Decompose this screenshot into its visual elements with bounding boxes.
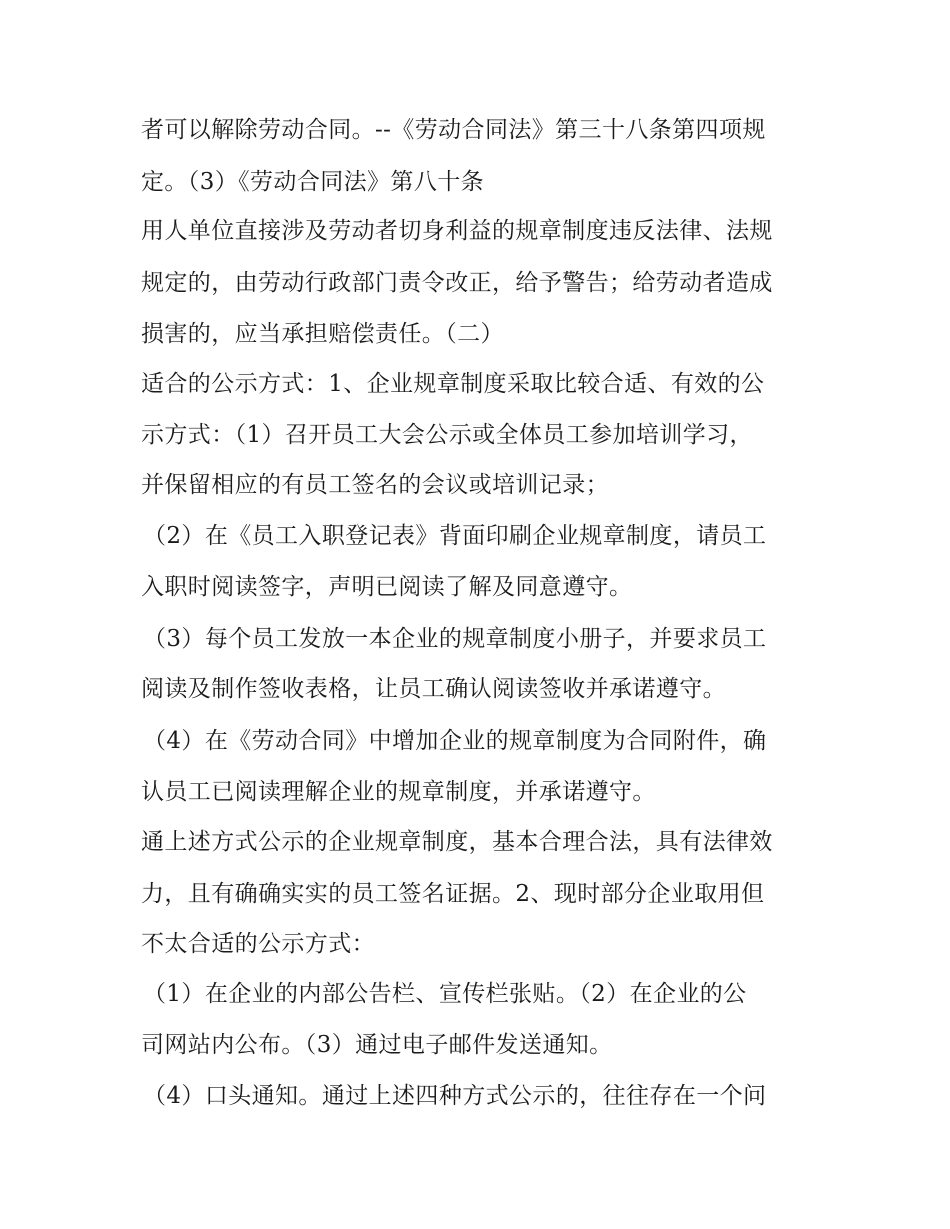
text-line: 用人单位直接涉及劳动者切身利益的规章制度违反法律、法规 — [141, 218, 773, 244]
text-line: 规定的，由劳动行政部门责令改正，给予警告；给劳动者造成 — [141, 270, 773, 296]
text-line: 入职时阅读签字，声明已阅读了解及同意遵守。 — [141, 574, 633, 600]
text-line: 损害的，应当承担赔偿责任。（二） — [141, 321, 504, 347]
text-line: 通上述方式公示的企业规章制度，基本合理合法，具有法律效 — [141, 829, 773, 855]
text-line: 力，且有确确实实的员工签名证据。2、现时部分企业取用但 — [141, 881, 765, 907]
text-line: 司网站内公布。（3）通过电子邮件发送通知。 — [141, 1032, 613, 1058]
text-line: （4）在《劳动合同》中增加企业的规章制度为合同附件，确 — [143, 728, 767, 754]
text-line: 示方式：（1）召开员工大会公示或全体员工参加培训学习， — [141, 422, 753, 448]
text-line: （2）在《员工入职登记表》背面印刷企业规章制度，请员工 — [143, 523, 767, 549]
text-line: 定。（3）《劳动合同法》第八十条 — [141, 169, 485, 195]
text-line: 并保留相应的有员工签名的会议或培训记录； — [141, 472, 609, 498]
text-line: 适合的公示方式：1、企业规章制度采取比较合适、有效的公 — [141, 371, 765, 397]
text-line: 阅读及制作签收表格，让员工确认阅读签收并承诺遵守。 — [141, 676, 726, 702]
text-line: （1）在企业的内部公告栏、宣传栏张贴。（2）在企业的公 — [143, 981, 747, 1007]
text-line: （3）每个员工发放一本企业的规章制度小册子，并要求员工 — [143, 626, 767, 652]
text-line: 不太合适的公示方式： — [141, 931, 375, 957]
text-line: （4）口头通知。通过上述四种方式公示的，往往存在一个问 — [143, 1083, 767, 1109]
text-line: 认员工已阅读理解企业的规章制度，并承诺遵守。 — [141, 779, 656, 805]
text-line: 者可以解除劳动合同。--《劳动合同法》第三十八条第四项规 — [141, 117, 766, 143]
